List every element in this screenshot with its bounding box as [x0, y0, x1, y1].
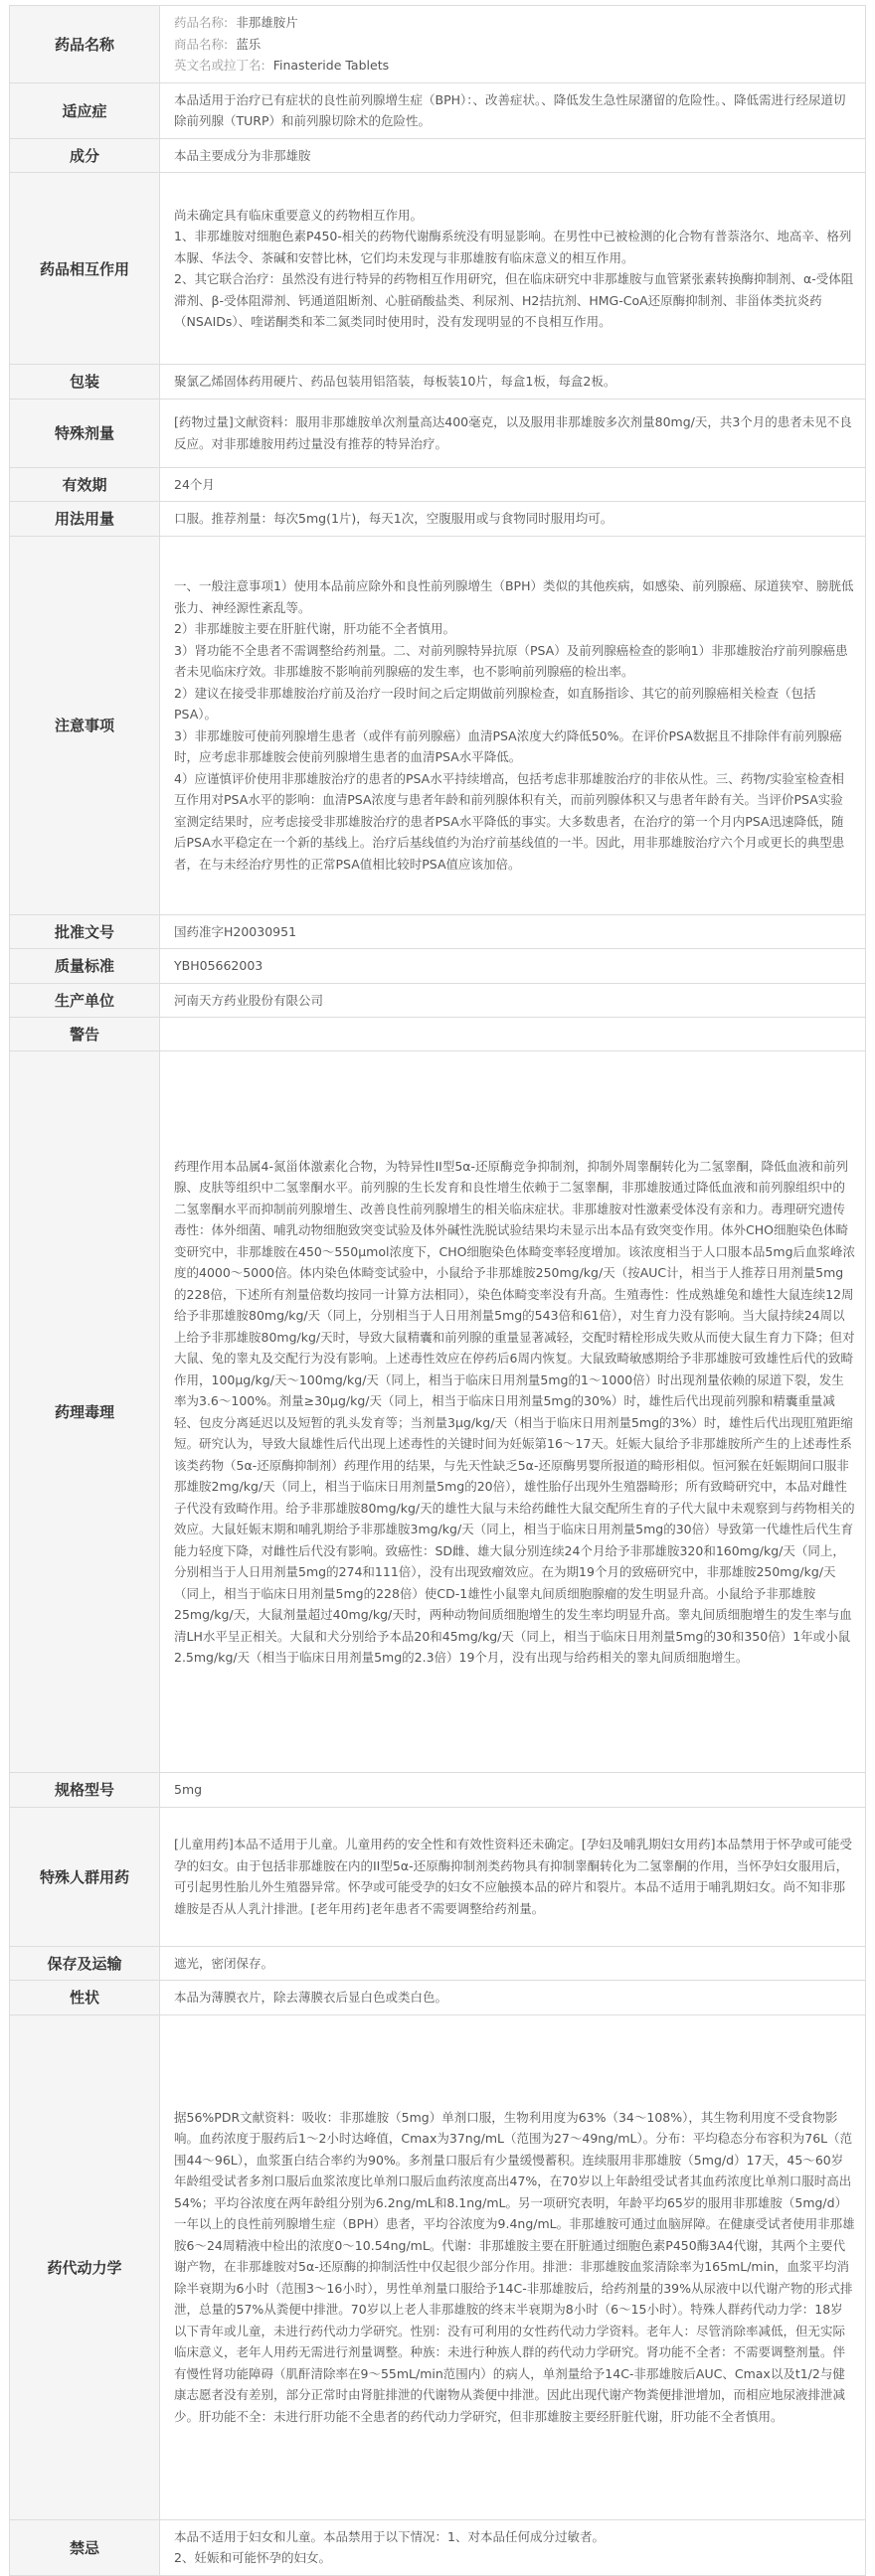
value-manufacturer — [160, 983, 866, 1018]
label-special-groups: 特殊人群用药 — [10, 1807, 160, 1946]
name-value-english: Finasteride Tablets — [272, 58, 390, 73]
label-drug-name: 药品名称 — [10, 6, 160, 83]
name-key-brand: 商品名称: — [174, 36, 229, 52]
value-special-groups — [160, 1807, 866, 1946]
label-quality-std: 质量标准 — [10, 949, 160, 984]
value-pharmacology — [160, 1051, 866, 1773]
paragraph: 3）非那雄胺可使前列腺增生患者（或伴有前列腺癌）血清PSA浓度大约降低50%。在评价PSA数据且不排除伴有前列腺癌时，应考虑非那雄胺会使前列腺增生患者的血清PSA水平降低。 — [174, 727, 842, 764]
value-validity — [160, 467, 866, 502]
row-manufacturer — [10, 983, 866, 1018]
label-contraindications: 禁忌 — [10, 2519, 160, 2575]
paragraph: 4）应谨慎评价使用非那雄胺治疗的患者的PSA水平持续增高，包括考虑非那雄胺治疗的非依从性。三、药物/实验室检查相互作用对PSA水平的影响：血清PSA浓度与患者年龄和前列腺体积有关，而前列腺体积又与患者年龄有关。当评价PSA实验室测定结果时，应考虑接受非那雄胺治疗的患者PSA水平降低的事实。大多数患者，在治疗的第一个月内PSA迅速降低，随后PSA水平稳定在一个新的基线上。治疗后基线值约为治疗前基线值的一半。因此，用非那雄胺治疗六个月或更长的典型患者，在与未经治疗男性的正常PSA值相比较时PSA值应该加倍。 — [174, 770, 845, 872]
label-storage: 保存及运输 — [10, 1946, 160, 1981]
paragraph: 药理作用本品属4-氮甾体激素化合物，为特异性II型5α-还原酶竞争抑制剂，抑制外周睾酮转化为二氢睾酮，降低血液和前列腺、皮肤等组织中二氢睾酮水平。前列腺的生长发育和良性增生依赖于二氢睾酮，非那雄胺通过降低血液和前列腺组织中的二氢睾酮水平而抑制前列腺增生、改善良性前列腺增生的相关临床症状。非那雄胺对性激素受体没有亲和力。毒理研究遗传毒性：体外细菌、哺乳动物细胞致突变试验及体外碱性洗脱试验结果均未显示出本品有致突变作用。体外CHO细胞染色体畸变研究中，非那雄胺在450～550μmol浓度下，CHO细胞染色体畸变率轻度增加。该浓度相当于人口服本品5mg后血浆峰浓度的4000～5000倍。体内染色体畸变试验中，小鼠给予非那雄胺250mg/kg/天（按AUC计，相当于人推荐日用剂量5mg的228倍，下述所有剂量倍数均按同一计算方法相同），染色体畸变率没有升高。生殖毒性：性成熟雄兔和雄性大鼠连续12周给予非那雄胺80mg/kg/天（同上，分别相当于人日用剂量5mg的543倍和61倍），对生育力没有影响。当大鼠持续24周以上给予非那雄胺80mg/kg/天时，导致大鼠精囊和前列腺的重量显著减轻，交配时精栓形成失败从而使大鼠生育力下降；但对大鼠、兔的睾丸及交配行为没有影响。上述毒性效应在停药后6周内恢复。大鼠致畸敏感期给予非那雄胺可致雄性后代的致畸作用，100μg/kg/天～100mg/kg/天（同上，相当于临床日用剂量5mg的1～1000倍）时出现剂量依赖的尿道下裂，发生率为3.6～100%。剂量≥30μg/kg/天（同上，相当于临床日用剂量5mg的30%）时，雄性后代出现前列腺和精囊重量减轻、包皮分离延迟以及短暂的乳头发育等；当剂量3μg/kg/天（相当于临床日用剂量5mg的3%）时，雄性后代出现肛殖距缩短。研究认为，导致大鼠雄性后代出现上述毒性的关键时间为妊娠第16～17天。妊娠大鼠给予非那雄胺所产生的上述毒性系该类药物（5α-还原酶抑制剂）药理作用的结果，与先天性缺乏5α-还原酶男婴所报道的畸形相似。恒河猴在妊娠期间口服非那雄胺2mg/kg/天（同上，相当于临床日用剂量5mg的20倍），雄性胎仔出现外生殖器畸形；所有致畸研究中，本品对雌性子代没有致畸作用。给予非那雄胺80mg/kg/天的雄性大鼠与未给药雌性大鼠交配所生育的子代大鼠中未观察到与药物相关的效应。大鼠妊娠末期和哺乳期给予非那雄胺3mg/kg/天（同上，相当于临床日用剂量5mg的30倍）导致第一代雄性后代生育能力轻度下降，对雌性后代没有影响。致癌性：SD雌、雄大鼠分别连续24个月给予非那雄胺320和160mg/kg/天（同上，分别相当于人日用剂量5mg的274和111倍），没有出现致瘤效应。在为期19个月的致癌研究中，非那雄胺250mg/kg/天（同上，相当于临床日用剂量5mg的228倍）使CD-1雄性小鼠睾丸间质细胞腺瘤的发生明显升高。小鼠给予非那雄胺25mg/kg/天，大鼠剂量超过40mg/kg/天时，两种动物间质细胞增生的发生率均明显升高。睾丸间质细胞增生的发生率与血清LH水平呈正相关。大鼠和犬分别给予本品20和45mg/kg/天（同上，相当于临床日用剂量5mg的30和350倍）1年或小鼠2.5mg/kg/天（相当于临床日用剂量5mg的2.3倍）19个月，没有出现与给药相关的睾丸间质细胞增生。 — [174, 1158, 855, 1665]
row-warning — [10, 1018, 866, 1051]
name-line-brand — [174, 34, 855, 56]
paragraph: 尚未确定具有临床重要意义的药物相互作用。 — [174, 207, 424, 223]
paragraph: 本品不适用于妇女和儿童。本品禁用于以下情况：1、对本品任何成分过敏者。 — [174, 2528, 605, 2544]
value-contraindications — [160, 2519, 866, 2575]
label-pharmacokinetics: 药代动力学 — [10, 2014, 160, 2519]
value-spec — [160, 1773, 866, 1808]
label-pharmacology: 药理毒理 — [10, 1051, 160, 1773]
paragraph: 3）肾功能不全患者不需调整给药剂量。二、对前列腺特异抗原（PSA）及前列腺癌检查的影响1）非那雄胺治疗前列腺癌患者未见临床疗效。非那雄胺不影响前列腺癌的发生率，也不影响前列腺癌的检出率。 — [174, 642, 848, 679]
name-value-brand: 蓝乐 — [236, 36, 262, 52]
label-special-dosage: 特殊剂量 — [10, 399, 160, 467]
label-interactions: 药品相互作用 — [10, 173, 160, 365]
paragraph: 2）建议在接受非那雄胺治疗前及治疗一段时间之后定期做前列腺检查，如直肠指诊、其它的前列腺癌相关检查（包括PSA）。 — [174, 685, 816, 722]
label-warning: 警告 — [10, 1018, 160, 1051]
paragraph: 河南天方药业股份有限公司 — [174, 992, 324, 1008]
value-appearance — [160, 1981, 866, 2015]
name-key-english: 英文名或拉丁名: — [174, 58, 265, 73]
label-appearance: 性状 — [10, 1981, 160, 2015]
value-warning — [160, 1018, 866, 1051]
paragraph: 2、其它联合治疗：虽然没有进行特异的药物相互作用研究，但在临床研究中非那雄胺与血管紧张素转换酶抑制剂、α-受体阻滞剂、β-受体阻滞剂、钙通道阻断剂、心脏硝酸盐类、利尿剂、H2拮抗剂、HMG-CoA还原酶抑制剂、非甾体类抗炎药（NSAIDs）、喹诺酮类和苯二氮类同时使用时，没有发现明显的不良相互作用。 — [174, 271, 854, 329]
paragraph: 本品主要成分为非那雄胺 — [174, 147, 311, 163]
paragraph: 口服。推荐剂量：每次5mg(1片)，每天1次，空腹服用或与食物同时服用均可。 — [174, 511, 613, 526]
paragraph: 一、一般注意事项1）使用本品前应除外和良性前列腺增生（BPH）类似的其他疾病，如感染、前列腺癌、尿道狭窄、膀胱低张力、神经源性紊乱等。 — [174, 578, 854, 615]
label-composition: 成分 — [10, 138, 160, 173]
row-quality-std — [10, 949, 866, 984]
row-precautions — [10, 536, 866, 914]
paragraph: 5mg — [174, 1782, 203, 1797]
value-interactions — [160, 173, 866, 365]
paragraph: 2）非那雄胺主要在肝脏代谢，肝功能不全者慎用。 — [174, 621, 455, 636]
row-approval-no — [10, 914, 866, 949]
row-special-dosage — [10, 399, 866, 467]
value-indication — [160, 82, 866, 138]
row-composition — [10, 138, 866, 173]
label-packaging: 包装 — [10, 365, 160, 400]
value-approval-no — [160, 914, 866, 949]
name-value-generic: 非那雄胺片 — [236, 15, 298, 30]
row-interactions — [10, 173, 866, 365]
paragraph: 1、非那雄胺对细胞色素P450-相关的药物代谢酶系统没有明显影响。在男性中已被检测的化合物有普萘洛尔、地高辛、格列本脲、华法令、茶碱和安替比林，它们均未发现与非那雄胺有临床意义的相互作用。 — [174, 229, 852, 265]
row-drug-name — [10, 6, 866, 83]
value-special-dosage — [160, 399, 866, 467]
paragraph: 据56%PDR文献资料：吸收：非那雄胺（5mg）单剂口服，生物利用度为63%（34～108%），其生物利用度不受食物影响。血药浓度于服药后1～2小时达峰值，Cmax为37ng/mL（范围为27～49ng/mL）。分布：平均稳态分布容积为76L（范围44～96L），血浆蛋白结合率约为90%。多剂量口服后有少量缓慢蓄积。连续服用非那雄胺（5mg/d）17天，45～60岁年龄组受试者多剂口服后血浆浓度比单剂口服后血药浓度高出47%，在70岁以上年龄组受试者其血药浓度比单剂口服时高出54%；平均谷浓度在两年龄组分别为6.2ng/mL和8.1ng/mL。另一项研究表明，年龄平均65岁的服用非那雄胺（5mg/d）一年以上的良性前列腺增生症（BPH）患者，平均谷浓度为9.4ng/mL。非那雄胺可通过血脑屏障。在健康受试者使用非那雄胺6～24周精液中检出的浓度0～10.54ng/mL。代谢：非那雄胺主要在肝脏通过细胞色素P450酶3A4代谢，其两个主要代谢产物，在非那雄胺对5α-还原酶的抑制活性中仅起很少部分作用。排泄：非那雄胺血浆清除率为165mL/min，血浆平均消除半衰期为6小时（范围3～16小时），男性单剂量口服给予14C-非那雄胺后，给药剂量的39%从尿液中以代谢产物的形式排泄，总量的57%从粪便中排泄。70岁以上老人非那雄胺的终末半衰期为8小时（6～15小时）。特殊人群药代动力学：18岁以下青年或儿童，未进行药代动力学研究。性别：没有可利用的女性药代动力学资料。老年人：尽管消除率减低，但无实际临床意义，老年人用药无需进行剂量调整。种族：未进行种族人群的药代动力学研究。肾功能不全者：不需要调整剂量。伴有慢性肾功能障碍（肌酐清除率在9～55mL/min范围内）的病人，单剂量给予14C-非那雄胺后AUC、Cmax以及t1/2与健康志愿者没有差别，部分正常时由肾脏排泄的代谢物从粪便中排泄。因此出现代谢产物粪便排泄增加，而相应地尿液排泄减少。肝功能不全：未进行肝功能不全患者的药代动力学研究，但非那雄胺主要经肝脏代谢，肝功能不全者慎用。 — [174, 2109, 855, 2424]
paragraph: 遮光，密闭保存。 — [174, 1955, 274, 1971]
label-precautions: 注意事项 — [10, 536, 160, 914]
paragraph: 聚氯乙烯固体药用硬片、药品包装用铝箔装，每板装10片，每盒1板，每盒2板。 — [174, 374, 616, 389]
row-indication — [10, 82, 866, 138]
value-pharmacokinetics — [160, 2014, 866, 2519]
value-packaging — [160, 365, 866, 400]
row-appearance — [10, 1981, 866, 2015]
paragraph: 24个月 — [174, 476, 215, 492]
paragraph: 2、妊娠和可能怀孕的妇女。 — [174, 2550, 331, 2565]
name-line-english — [174, 55, 855, 77]
label-spec: 规格型号 — [10, 1773, 160, 1808]
value-composition — [160, 138, 866, 173]
paragraph: 本品适用于治疗已有症状的良性前列腺增生症（BPH）：、改善症状。、降低发生急性尿潴留的危险性。、降低需进行经尿道切除前列腺（TURP）和前列腺切除术的危险性。 — [174, 91, 846, 128]
paragraph: [药物过量]文献资料：服用非那雄胺单次剂量高达400毫克，以及服用非那雄胺多次剂量80mg/天，共3个月的患者未见不良反应。对非那雄胺用药过量没有推荐的特异治疗。 — [174, 414, 852, 451]
value-storage — [160, 1946, 866, 1981]
row-contraindications — [10, 2519, 866, 2575]
row-pharmacology — [10, 1051, 866, 1773]
value-precautions — [160, 536, 866, 914]
paragraph: 国药准字H20030951 — [174, 923, 297, 939]
row-storage — [10, 1946, 866, 1981]
row-spec — [10, 1773, 866, 1808]
row-pharmacokinetics — [10, 2014, 866, 2519]
row-usage — [10, 502, 866, 537]
value-drug-name — [160, 6, 866, 83]
label-approval-no: 批准文号 — [10, 914, 160, 949]
name-line-generic — [174, 12, 855, 34]
row-special-groups — [10, 1807, 866, 1946]
name-key-generic: 药品名称: — [174, 15, 229, 30]
drug-info-table — [9, 5, 866, 2576]
paragraph: [儿童用药]本品不适用于儿童。儿童用药的安全性和有效性资料还未确定。[孕妇及哺乳期妇女用药]本品禁用于怀孕或可能受孕的妇女。由于包括非那雄胺在内的II型5α-还原酶抑制剂类药物具有抑制睾酮转化为二氢睾酮的作用，当怀孕妇女服用后，可引起男性胎儿外生殖器异常。怀孕或可能受孕的妇女不应触摸本品的碎片和裂片。本品不适用于哺乳期妇女。尚不知非那雄胺是否从人乳汁排泄。[老年用药]老年患者不需要调整给药剂量。 — [174, 1837, 853, 1916]
label-usage: 用法用量 — [10, 502, 160, 537]
row-packaging — [10, 365, 866, 400]
label-manufacturer: 生产单位 — [10, 983, 160, 1018]
value-usage — [160, 502, 866, 537]
row-validity — [10, 467, 866, 502]
label-validity: 有效期 — [10, 467, 160, 502]
paragraph: 本品为薄膜衣片，除去薄膜衣后显白色或类白色。 — [174, 1990, 448, 2005]
label-indication: 适应症 — [10, 82, 160, 138]
value-quality-std — [160, 949, 866, 984]
paragraph: YBH05662003 — [174, 958, 263, 973]
